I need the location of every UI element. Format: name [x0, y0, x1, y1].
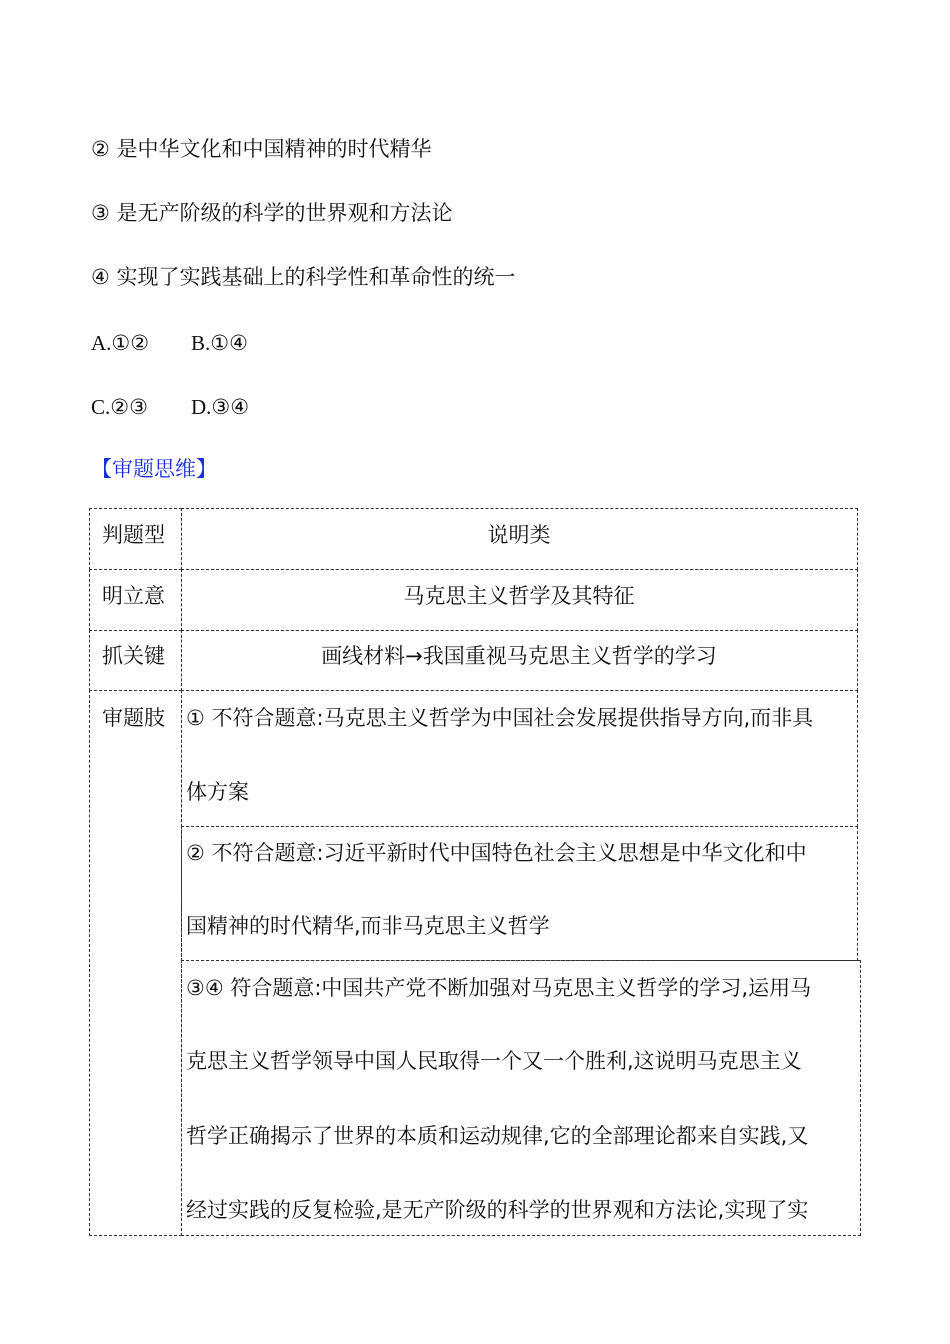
row-label: 明立意: [102, 584, 165, 608]
row-label: 抓关键: [102, 644, 165, 668]
section-heading: 【审题思维】: [91, 457, 217, 481]
row-content: 画线材料→我国重视马克思主义哲学的学习: [321, 644, 717, 668]
analysis-2-line: 国精神的时代精华,而非马克思主义哲学: [186, 914, 550, 938]
option-c: C.②③: [91, 395, 148, 419]
analysis-3-line: 克思主义哲学领导中国人民取得一个又一个胜利,这说明马克思主义: [186, 1049, 802, 1073]
analysis-3-line: ③④ 符合题意:中国共产党不断加强对马克思主义哲学的学习,运用马: [186, 976, 812, 1000]
option-b: B.①④: [191, 331, 248, 355]
analysis-3-line: 经过实践的反复检验,是无产阶级的科学的世界观和方法论,实现了实: [186, 1198, 809, 1222]
statement-3: ③ 是无产阶级的科学的世界观和方法论: [91, 201, 453, 225]
analysis-1-line: 体方案: [186, 780, 249, 804]
row-content: 说明类: [487, 523, 551, 547]
analysis-label: 审题肢: [102, 706, 165, 730]
row-label: 判题型: [102, 523, 165, 547]
statement-4: ④ 实现了实践基础上的科学性和革命性的统一: [91, 265, 516, 289]
analysis-2-line: ② 不符合题意:习近平新时代中国特色社会主义思想是中华文化和中: [186, 841, 807, 865]
option-a: A.①②: [91, 331, 150, 355]
analysis-3-line: 哲学正确揭示了世界的本质和运动规律,它的全部理论都来自实践,又: [186, 1124, 809, 1148]
statement-2: ② 是中华文化和中国精神的时代精华: [91, 137, 432, 161]
row-content: 马克思主义哲学及其特征: [403, 584, 635, 608]
option-d: D.③④: [191, 395, 250, 419]
analysis-1-line: ① 不符合题意:马克思主义哲学为中国社会发展提供指导方向,而非具: [186, 706, 814, 730]
analysis-label-cell: [89, 690, 182, 1236]
